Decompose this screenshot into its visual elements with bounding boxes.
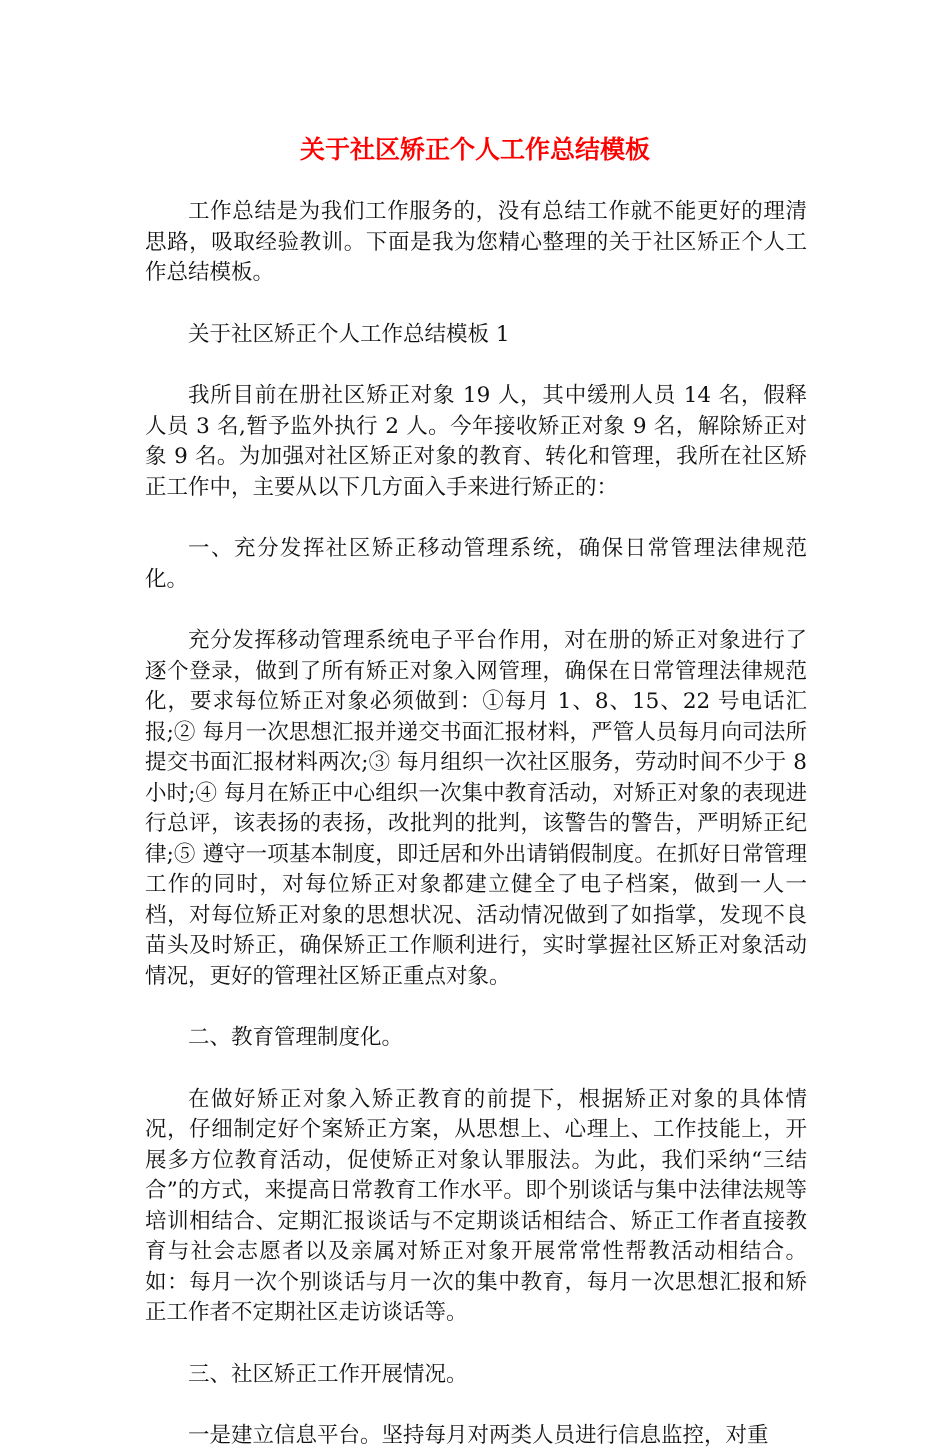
section-heading-template-1: 关于社区矫正个人工作总结模板 1 — [188, 321, 510, 347]
mobile-management-paragraph: 充分发挥移动管理系统电子平台作用，对在册的矫正对象进行了逐个登录，做到了所有矫正对象入网管理，确保在日常管理法律规范化，要求每位矫正对象必须做到：①每月 1、8、15、22 号电话汇报;② 每月一次思想汇报并递交书面汇报材料，严管人员每月向司法所提交书面汇报材料两次;③ 每月组织一次社区服务，劳动时间不少于 8 小时;④ 每月在矫正中心组织一次集中教育活动，对矫正对象的表现进行总评，该表扬的表扬，改批判的批判，该警告的警告，严明矫正纪律;⑤ 遵守一项基本制度，即迁居和外出请销假制度。在抓好日常管理工作的同时，对每位矫正对象都建立健全了电子档案，做到一人一档，对每位矫正对象的思想状况、活动情况做到了如指掌，发现不良苗头及时矫正，确保矫正工作顺利进行，实时掌握社区矫正对象活动情况，更好的管理社区矫正重点对象。 — [145, 628, 814, 989]
overview-paragraph: 我所目前在册社区矫正对象 19 人，其中缓刑人员 14 名，假释人员 3 名,暂予监外执行 2 人。今年接收矫正对象 9 名，解除矫正对象 9 名。为加强对社区矫正对象的教育、转化和管理，我所在社区矫正工作中，主要从以下几方面入手来进行矫正的： — [145, 383, 807, 500]
document-body — [145, 197, 814, 1452]
education-paragraph: 在做好矫正对象入矫正教育的前提下，根据矫正对象的具体情况，仔细制定好个案矫正方案，从思想上、心理上、工作技能上，开展多方位教育活动，促使矫正对象认罪服法。为此，我们采纳“三结合”的方式，来提高日常教育工作水平。即个别谈话与集中法律法规等培训相结合、定期汇报谈话与不定期谈话相结合、矫正工作者直接教育与社会志愿者以及亲属对矫正对象开展常常性帮教活动相结合。如：每月一次个别谈话与月一次的集中教育，每月一次思想汇报和矫正工作者不定期社区走访谈话等。 — [145, 1086, 807, 1325]
section-heading-1: 一、充分发挥社区矫正移动管理系统，确保日常管理法律规范化。 — [145, 536, 807, 592]
section-heading-2: 二、教育管理制度化。 — [188, 1025, 404, 1050]
document-title: 关于社区矫正个人工作总结模板 — [299, 135, 650, 164]
info-platform-paragraph: 一是建立信息平台。坚持每月对两类人员进行信息监控，对重 — [188, 1423, 769, 1448]
section-heading-3: 三、社区矫正工作开展情况。 — [188, 1361, 468, 1387]
intro-paragraph: 工作总结是为我们工作服务的，没有总结工作就不能更好的理清思路，吸取经验教训。下面是我为您精心整理的关于社区矫正个人工作总结模板。 — [145, 199, 807, 285]
